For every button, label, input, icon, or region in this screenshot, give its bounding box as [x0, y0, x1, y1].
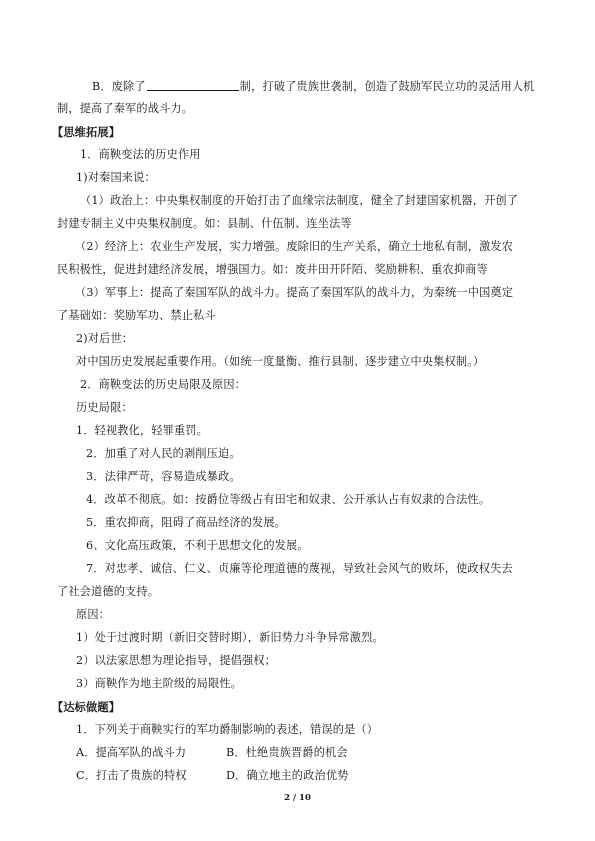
limit-item: 3．法律严苛，容易造成暴政。 — [86, 470, 241, 483]
limit-item-7-line-2: 了社会道德的支持。 — [57, 585, 160, 598]
military-line-1: （3）军事上：提高了秦国军队的战斗力。提高了秦国军队的战斗力，为秦统一中国奠定 — [75, 286, 514, 299]
politics-line-1: （1）政治上：中央集权制度的开始打击了血缘宗法制度，健全了封建国家机器，开创了 — [80, 194, 519, 207]
later-text: 对中国历史发展起重要作用。（如统一度量衡、推行县制、逐步建立中央集权制。） — [76, 355, 485, 368]
q1-title: 1．商鞅变法的历史作用 — [80, 148, 201, 161]
section-heading-thinking: 【思维拓展】 — [52, 125, 121, 139]
limit-item-7-line-1: 7．对忠孝、诚信、仁义、贞廉等伦理道德的蔑视，导致社会风气的败坏，使政权失去 — [86, 562, 513, 575]
limit-item: 5．重农抑商，阻碍了商品经济的发展。 — [86, 516, 287, 529]
option-b[interactable]: B．杜绝贵族晋爵的机会 — [226, 746, 348, 759]
to-qin-label: 1)对秦国来说： — [76, 171, 156, 184]
limits-label: 历史局限： — [76, 401, 133, 414]
reason-item: 2）以法家思想为理论指导，提倡强权； — [76, 654, 277, 667]
practice-question-1: 1．下列关于商鞅实行的军功爵制影响的表述，错误的是（） — [76, 723, 379, 736]
part-b-line-1 — [92, 79, 535, 94]
military-line-2: 了基础如：奖励军功、禁止私斗 — [57, 309, 216, 322]
economy-line-2: 民积极性，促进封建经济发展，增强国力。如：废井田开阡陌、奖励耕积、重农抑商等 — [57, 263, 488, 276]
reason-item: 3）商鞅作为地主阶级的局限性。 — [76, 677, 242, 690]
reasons-label: 原因： — [76, 608, 111, 621]
limit-item: 2．加重了对人民的剥削压迫。 — [86, 447, 241, 460]
reason-item: 1）处于过渡时期（新旧交替时期），新旧势力斗争异常激烈。 — [76, 631, 384, 644]
options-row-2 — [76, 769, 349, 783]
option-a[interactable]: A．提高军队的战斗力 — [76, 746, 187, 759]
option-c[interactable]: C．打击了贵族的特权 — [76, 769, 187, 782]
part-b-line-2: 制，提高了秦军的战斗力。 — [57, 102, 194, 115]
politics-line-2: 封建专制主义中央集权制度。如：县制、什伍制、连坐法等 — [57, 217, 352, 230]
limit-item: 1．轻视教化，轻罪重罚。 — [76, 424, 208, 437]
to-later-label: 2)对后世： — [76, 332, 134, 345]
section-heading-practice: 【达标做题】 — [52, 700, 121, 714]
limit-item: 4．改革不彻底。如：按爵位等级占有田宅和奴隶、公开承认占有奴隶的合法性。 — [86, 493, 491, 506]
answer-blank[interactable] — [147, 79, 239, 91]
part-b-prefix: B．废除了 — [92, 80, 146, 93]
economy-line-1: （2）经济上：农业生产发展，实力增强。废除旧的生产关系，确立土地私有制，激发农 — [75, 240, 514, 253]
q2-title: 2．商鞅变法的历史局限及原因： — [80, 378, 246, 391]
part-b-suffix: 制，打破了贵族世袭制，创造了鼓励军民立功的灵活用人机 — [239, 80, 535, 93]
limit-item: 6、文化高压政策，不利于思想文化的发展。 — [86, 539, 309, 552]
option-d[interactable]: D．确立地主的政治优势 — [226, 769, 349, 782]
options-row-1 — [76, 746, 348, 760]
page-number: 2 / 10 — [284, 793, 311, 803]
